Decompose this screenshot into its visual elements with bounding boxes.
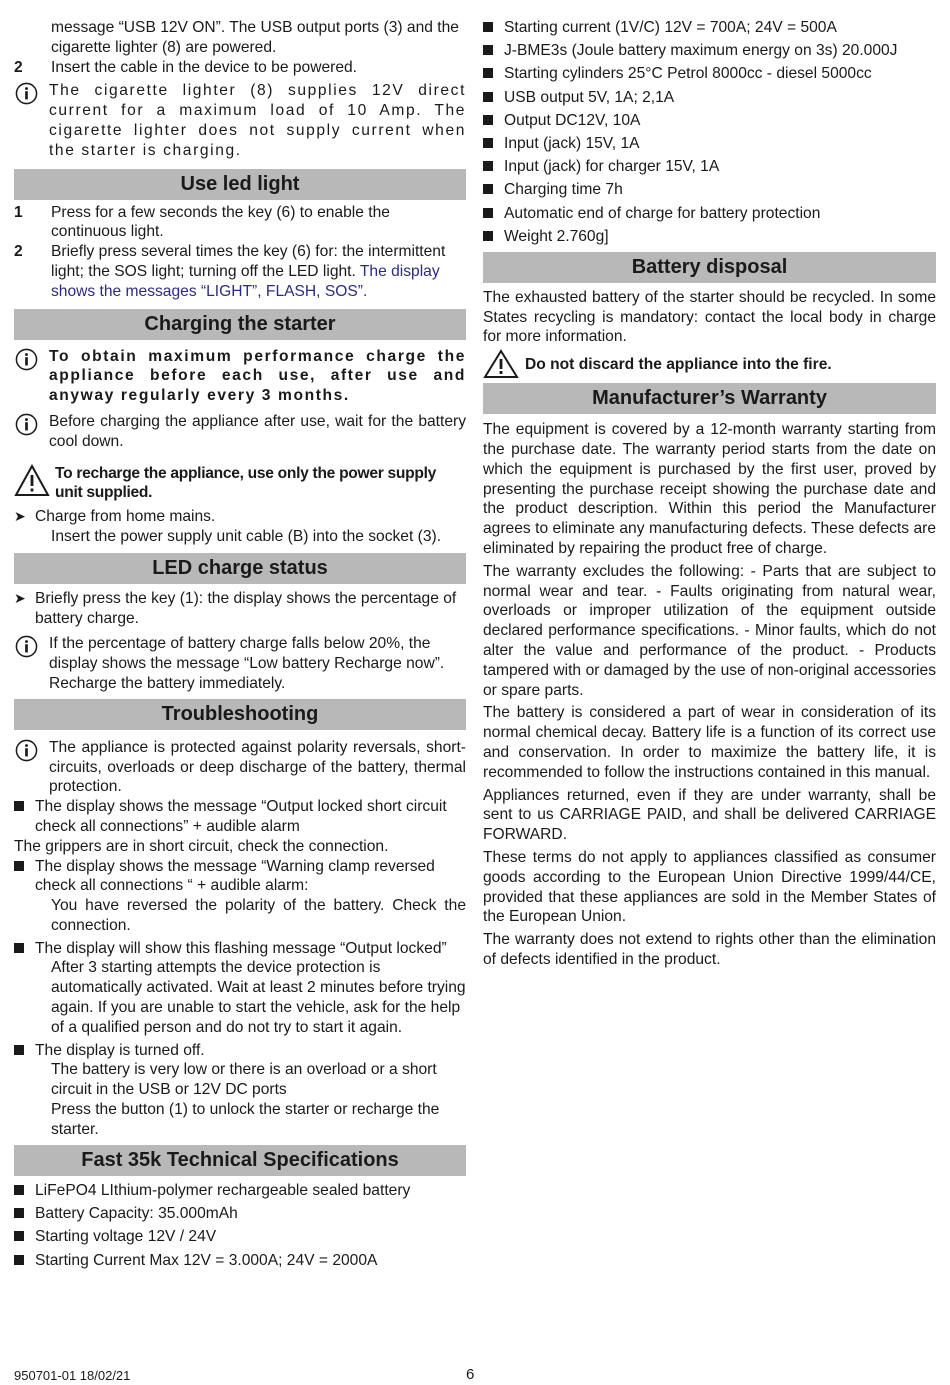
- info-icon: [15, 739, 38, 762]
- troubleshooting-item-3: The display will show this flashing message “Output locked”: [14, 939, 466, 959]
- specs-item: Output DC12V, 10A: [483, 111, 936, 134]
- specs-item: J-BME3s (Joule battery maximum energy on 3s) 20.000J: [483, 41, 936, 64]
- disposal-warning: Do not discard the appliance into the fire.: [483, 355, 936, 381]
- square-bullet-icon: [483, 68, 493, 78]
- troubleshooting-item-4-detail-2: Press the button (1) to unlock the starter or recharge the starter.: [51, 1101, 440, 1138]
- square-bullet-icon: [483, 208, 493, 218]
- square-bullet-icon: [14, 1185, 24, 1195]
- step-number: 1: [14, 203, 23, 221]
- charging-item: ➤ Charge from home mains.: [14, 508, 216, 526]
- warning-icon: [483, 349, 519, 379]
- document-code: 950701-01 18/02/21: [14, 1368, 131, 1383]
- right-column: [483, 0, 936, 970]
- specs-item: Input (jack) 15V, 1A: [483, 134, 936, 157]
- specs-item: Automatic end of charge for battery protection: [483, 204, 936, 227]
- square-bullet-icon: [14, 1208, 24, 1218]
- specs-item: Starting voltage 12V / 24V: [14, 1227, 466, 1250]
- section-title-charging: Charging the starter: [14, 309, 466, 340]
- square-bullet-icon: [483, 161, 493, 171]
- square-bullet-icon: [483, 115, 493, 125]
- square-bullet-icon: [483, 138, 493, 148]
- specs-list: [14, 1181, 466, 1275]
- use-led-step-1: 1 Press for a few seconds the key (6) to enable the continuous light.: [14, 203, 390, 241]
- charging-warning: To recharge the appliance, use only the power supply unit supplied.: [14, 464, 466, 504]
- step-number: 2: [14, 243, 23, 261]
- specs-item: Starting cylinders 25°C Petrol 8000cc - diesel 5000cc: [483, 64, 936, 87]
- step-number: 2: [14, 58, 23, 76]
- intro-note: The cigarette lighter (8) supplies 12V direct current for a maximum load of 10 Amp. The cigarette lighter does not supply current when the starter is charging.: [14, 81, 466, 160]
- info-icon: [15, 635, 38, 658]
- troubleshooting-item-4: The display is turned off.: [14, 1041, 466, 1061]
- section-title-use-led: Use led light: [14, 169, 466, 200]
- charging-item-detail: Insert the power supply unit cable (B) into the socket (3).: [51, 527, 442, 545]
- charging-note-1: To obtain maximum performance charge the appliance before each use, after use and anyway regularly every 3 months.: [14, 347, 466, 406]
- warranty-paragraph: The warranty does not extend to rights other than the elimination of defects identified in the product.: [483, 931, 936, 968]
- troubleshooting-item-1-detail: The grippers are in short circuit, check the connection.: [14, 837, 389, 855]
- specs-item: USB output 5V, 1A; 2,1A: [483, 88, 936, 111]
- troubleshooting-item-2: The display shows the message “Warning clamp reversed check all connections “ + audible alarm:: [14, 857, 466, 897]
- square-bullet-icon: [483, 92, 493, 102]
- info-icon: [15, 82, 38, 105]
- page-number: 6: [466, 1366, 475, 1383]
- warranty-paragraph: The equipment is covered by a 12-month warranty starting from the purchase date. The warranty period starts from the date on which the equipment is purchased by the first user, proved by presenting the purchase receipt showing the purchase date and the product description. Within this period the Manufacturer agrees to eliminate any manufacturing defects. These defects are eliminated by repairing the product free of charge.: [483, 421, 936, 558]
- display-messages-text: The display shows the messages “LIGHT”, FLASH, SOS”.: [51, 262, 440, 300]
- warranty-paragraph: The warranty excludes the following: - Parts that are subject to normal wear and tear. - Faults originating from natural wear, overloads or improper utilization of the equipment outside declared performance specifications. - Minor faults, which do not alter the value and performance of the product. - Products tampered with or damaged by the use of non-original accessories or spare parts.: [483, 562, 936, 699]
- square-bullet-icon: [14, 1231, 24, 1241]
- arrow-bullet-icon: ➤: [14, 508, 26, 525]
- specs-item: Starting Current Max 12V = 3.000A; 24V = 2000A: [14, 1251, 466, 1274]
- square-bullet-icon: [483, 231, 493, 241]
- section-title-specs: Fast 35k Technical Specifications: [14, 1145, 466, 1176]
- square-bullet-icon: [483, 45, 493, 55]
- specs-item: Battery Capacity: 35.000mAh: [14, 1204, 466, 1227]
- left-column: [14, 0, 466, 1274]
- troubleshooting-note: The appliance is protected against polarity reversals, short-circuits, overloads or deep discharge of the battery, thermal protection.: [14, 738, 466, 797]
- intro-continued-text: message “USB 12V ON”. The USB output ports (3) and the cigarette lighter (8) are powered.: [51, 19, 459, 56]
- square-bullet-icon: [483, 22, 493, 32]
- troubleshooting-item-3-detail: After 3 starting attempts the device protection is automatically activated. Wait at least 2 minutes before trying again. If you are unable to start the vehicle, ask for the help of a qualified person and do not try to start it again.: [51, 959, 466, 1036]
- square-bullet-icon: [14, 1045, 24, 1055]
- section-title-warranty: Manufacturer’s Warranty: [483, 383, 936, 414]
- arrow-bullet-icon: ➤: [14, 589, 26, 606]
- info-icon: [15, 348, 38, 371]
- section-title-troubleshooting: Troubleshooting: [14, 699, 466, 730]
- warning-icon: [14, 464, 50, 497]
- info-icon: [15, 413, 38, 436]
- square-bullet-icon: [14, 1255, 24, 1265]
- troubleshooting-item-1: The display shows the message “Output locked short circuit check all connections” + audible alarm: [14, 797, 466, 837]
- intro-step-2: 2 Insert the cable in the device to be powered.: [14, 58, 358, 76]
- disposal-text: The exhausted battery of the starter should be recycled. In some States recycling is mandatory: contact the local body in charge for more information.: [483, 288, 936, 346]
- section-title-battery-disposal: Battery disposal: [483, 252, 936, 283]
- specs-item: Weight 2.760g]: [483, 227, 936, 250]
- led-status-item: ➤ Briefly press the key (1): the display shows the percentage of battery charge.: [14, 589, 457, 627]
- warranty-paragraph: These terms do not apply to appliances classified as consumer goods according to the European Union Directive 1999/44/CE, provided that these appliances are sold in the Member States of the European Union.: [483, 849, 936, 926]
- warranty-paragraph: Appliances returned, even if they are under warranty, shall be sent to us CARRIAGE PAID, and shall be delivered CARRIAGE FORWARD.: [483, 786, 936, 844]
- use-led-step-2: 2 Briefly press several times the key (6) for: the intermittent light; the SOS light; turning off the LED light. The display shows the messages “LIGHT”, FLASH, SOS”.: [14, 243, 446, 300]
- specs-item: Starting current (1V/C) 12V = 700A; 24V = 500A: [483, 18, 936, 41]
- square-bullet-icon: [14, 943, 24, 953]
- charging-note-2: Before charging the appliance after use, wait for the battery cool down.: [14, 412, 466, 452]
- square-bullet-icon: [14, 801, 24, 811]
- warranty-paragraph: The battery is considered a part of wear in consideration of its normal chemical decay. Battery life is a function of its correct use and conservation. In order to maximize the battery life, it is recommended to follow the instructions contained in this manual.: [483, 704, 936, 781]
- square-bullet-icon: [483, 184, 493, 194]
- section-title-led-status: LED charge status: [14, 553, 466, 584]
- square-bullet-icon: [14, 861, 24, 871]
- specs-item: Charging time 7h: [483, 180, 936, 203]
- troubleshooting-item-2-detail: You have reversed the polarity of the battery. Check the connection.: [51, 897, 466, 934]
- specs-list-continued: [483, 18, 936, 250]
- led-status-note: If the percentage of battery charge falls below 20%, the display shows the message “Low battery Recharge now”. Recharge the battery immediately.: [14, 634, 466, 693]
- specs-item: LiFePO4 LIthium-polymer rechargeable sealed battery: [14, 1181, 466, 1204]
- specs-item: Input (jack) for charger 15V, 1A: [483, 157, 936, 180]
- troubleshooting-item-4-detail-1: The battery is very low or there is an overload or a short circuit in the USB or 12V DC ports: [51, 1061, 437, 1099]
